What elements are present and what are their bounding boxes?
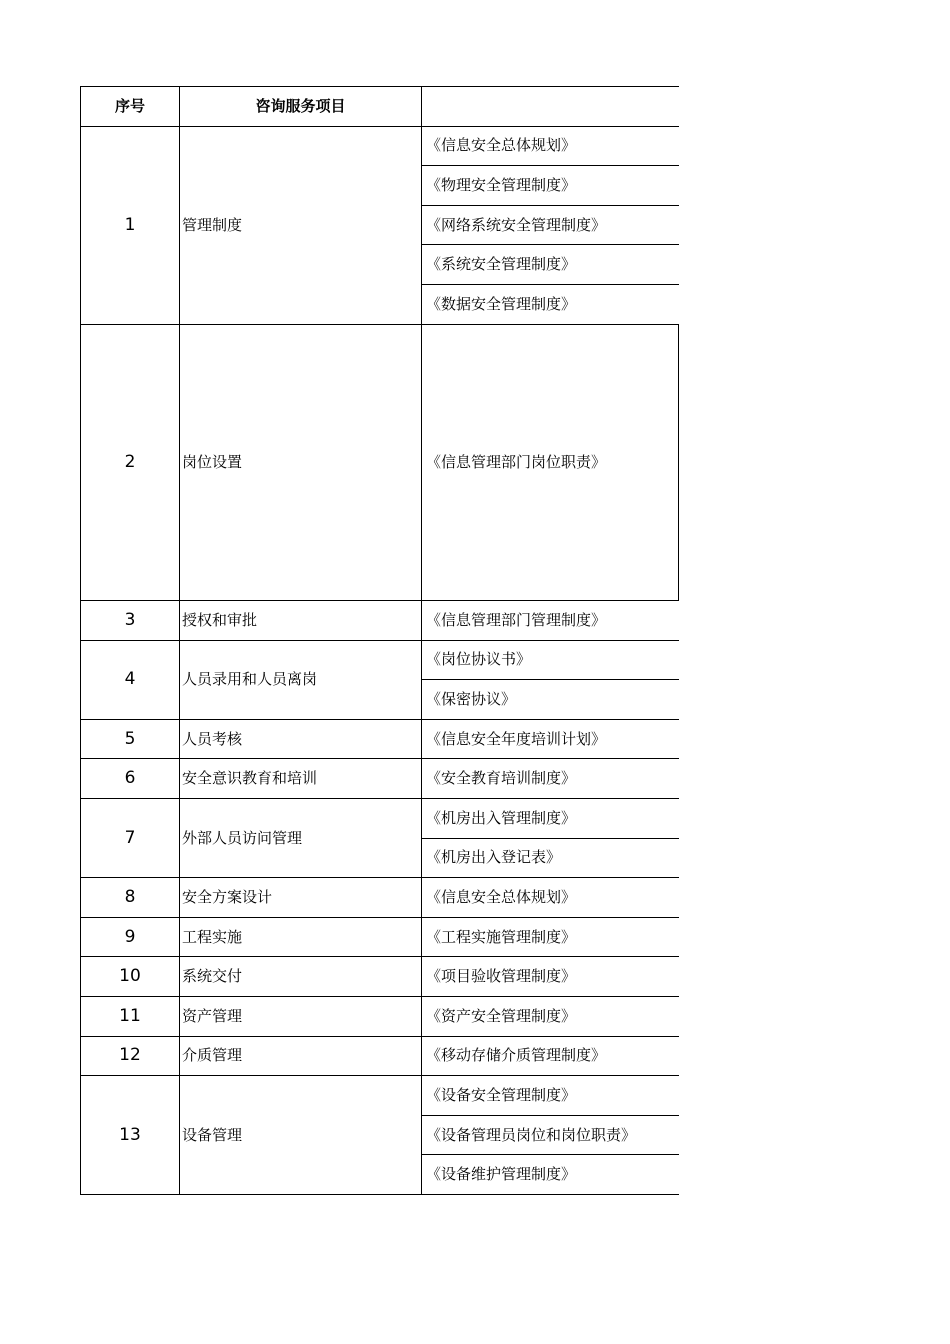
row-no: 8 [81,878,180,918]
row-no: 11 [81,997,180,1037]
header-no: 序号 [81,87,180,127]
row-item: 设备管理 [180,1076,422,1195]
table-row [81,957,679,997]
row-no: 9 [81,917,180,957]
row-doc: 《资产安全管理制度》 [422,997,679,1037]
row-doc: 《项目验收管理制度》 [422,957,679,997]
table-row [81,640,679,680]
table-row [81,917,679,957]
row-item: 工程实施 [180,917,422,957]
row-doc: 《信息管理部门岗位职责》 [422,324,679,601]
table-row [81,601,679,641]
row-no: 5 [81,719,180,759]
row-doc: 《保密协议》 [422,680,679,720]
table-row [81,878,679,918]
header-doc [422,87,679,127]
row-no: 1 [81,126,180,324]
row-doc: 《设备管理员岗位和岗位职责》 [422,1115,679,1155]
row-no: 4 [81,640,180,719]
table-row [81,799,679,839]
row-doc: 《信息安全总体规划》 [422,126,679,166]
row-item: 安全方案设计 [180,878,422,918]
row-doc: 《机房出入登记表》 [422,838,679,878]
header-item: 咨询服务项目 [180,87,422,127]
row-no: 12 [81,1036,180,1076]
row-doc: 《设备维护管理制度》 [422,1155,679,1195]
consulting-service-table [80,86,679,1195]
table-row [81,1076,679,1116]
row-no: 6 [81,759,180,799]
row-no: 7 [81,799,180,878]
row-item: 安全意识教育和培训 [180,759,422,799]
row-doc: 《移动存储介质管理制度》 [422,1036,679,1076]
row-doc: 《信息安全年度培训计划》 [422,719,679,759]
row-item: 管理制度 [180,126,422,324]
row-no: 3 [81,601,180,641]
row-item: 介质管理 [180,1036,422,1076]
row-doc: 《安全教育培训制度》 [422,759,679,799]
row-item: 人员考核 [180,719,422,759]
row-no: 2 [81,324,180,601]
row-no: 13 [81,1076,180,1195]
header-row [81,87,679,127]
row-doc: 《数据安全管理制度》 [422,284,679,324]
row-item: 人员录用和人员离岗 [180,640,422,719]
row-item: 岗位设置 [180,324,422,601]
row-doc: 《设备安全管理制度》 [422,1076,679,1116]
row-doc: 《岗位协议书》 [422,640,679,680]
row-doc: 《物理安全管理制度》 [422,166,679,206]
table-row [81,1036,679,1076]
row-doc: 《信息安全总体规划》 [422,878,679,918]
row-doc: 《信息管理部门管理制度》 [422,601,679,641]
row-item: 系统交付 [180,957,422,997]
row-doc: 《网络系统安全管理制度》 [422,205,679,245]
row-doc: 《系统安全管理制度》 [422,245,679,285]
row-item: 外部人员访问管理 [180,799,422,878]
table-row [81,997,679,1037]
table-row [81,126,679,166]
row-doc: 《工程实施管理制度》 [422,917,679,957]
table-row [81,759,679,799]
row-doc: 《机房出入管理制度》 [422,799,679,839]
table-row [81,719,679,759]
row-item: 授权和审批 [180,601,422,641]
row-no: 10 [81,957,180,997]
row-item: 资产管理 [180,997,422,1037]
